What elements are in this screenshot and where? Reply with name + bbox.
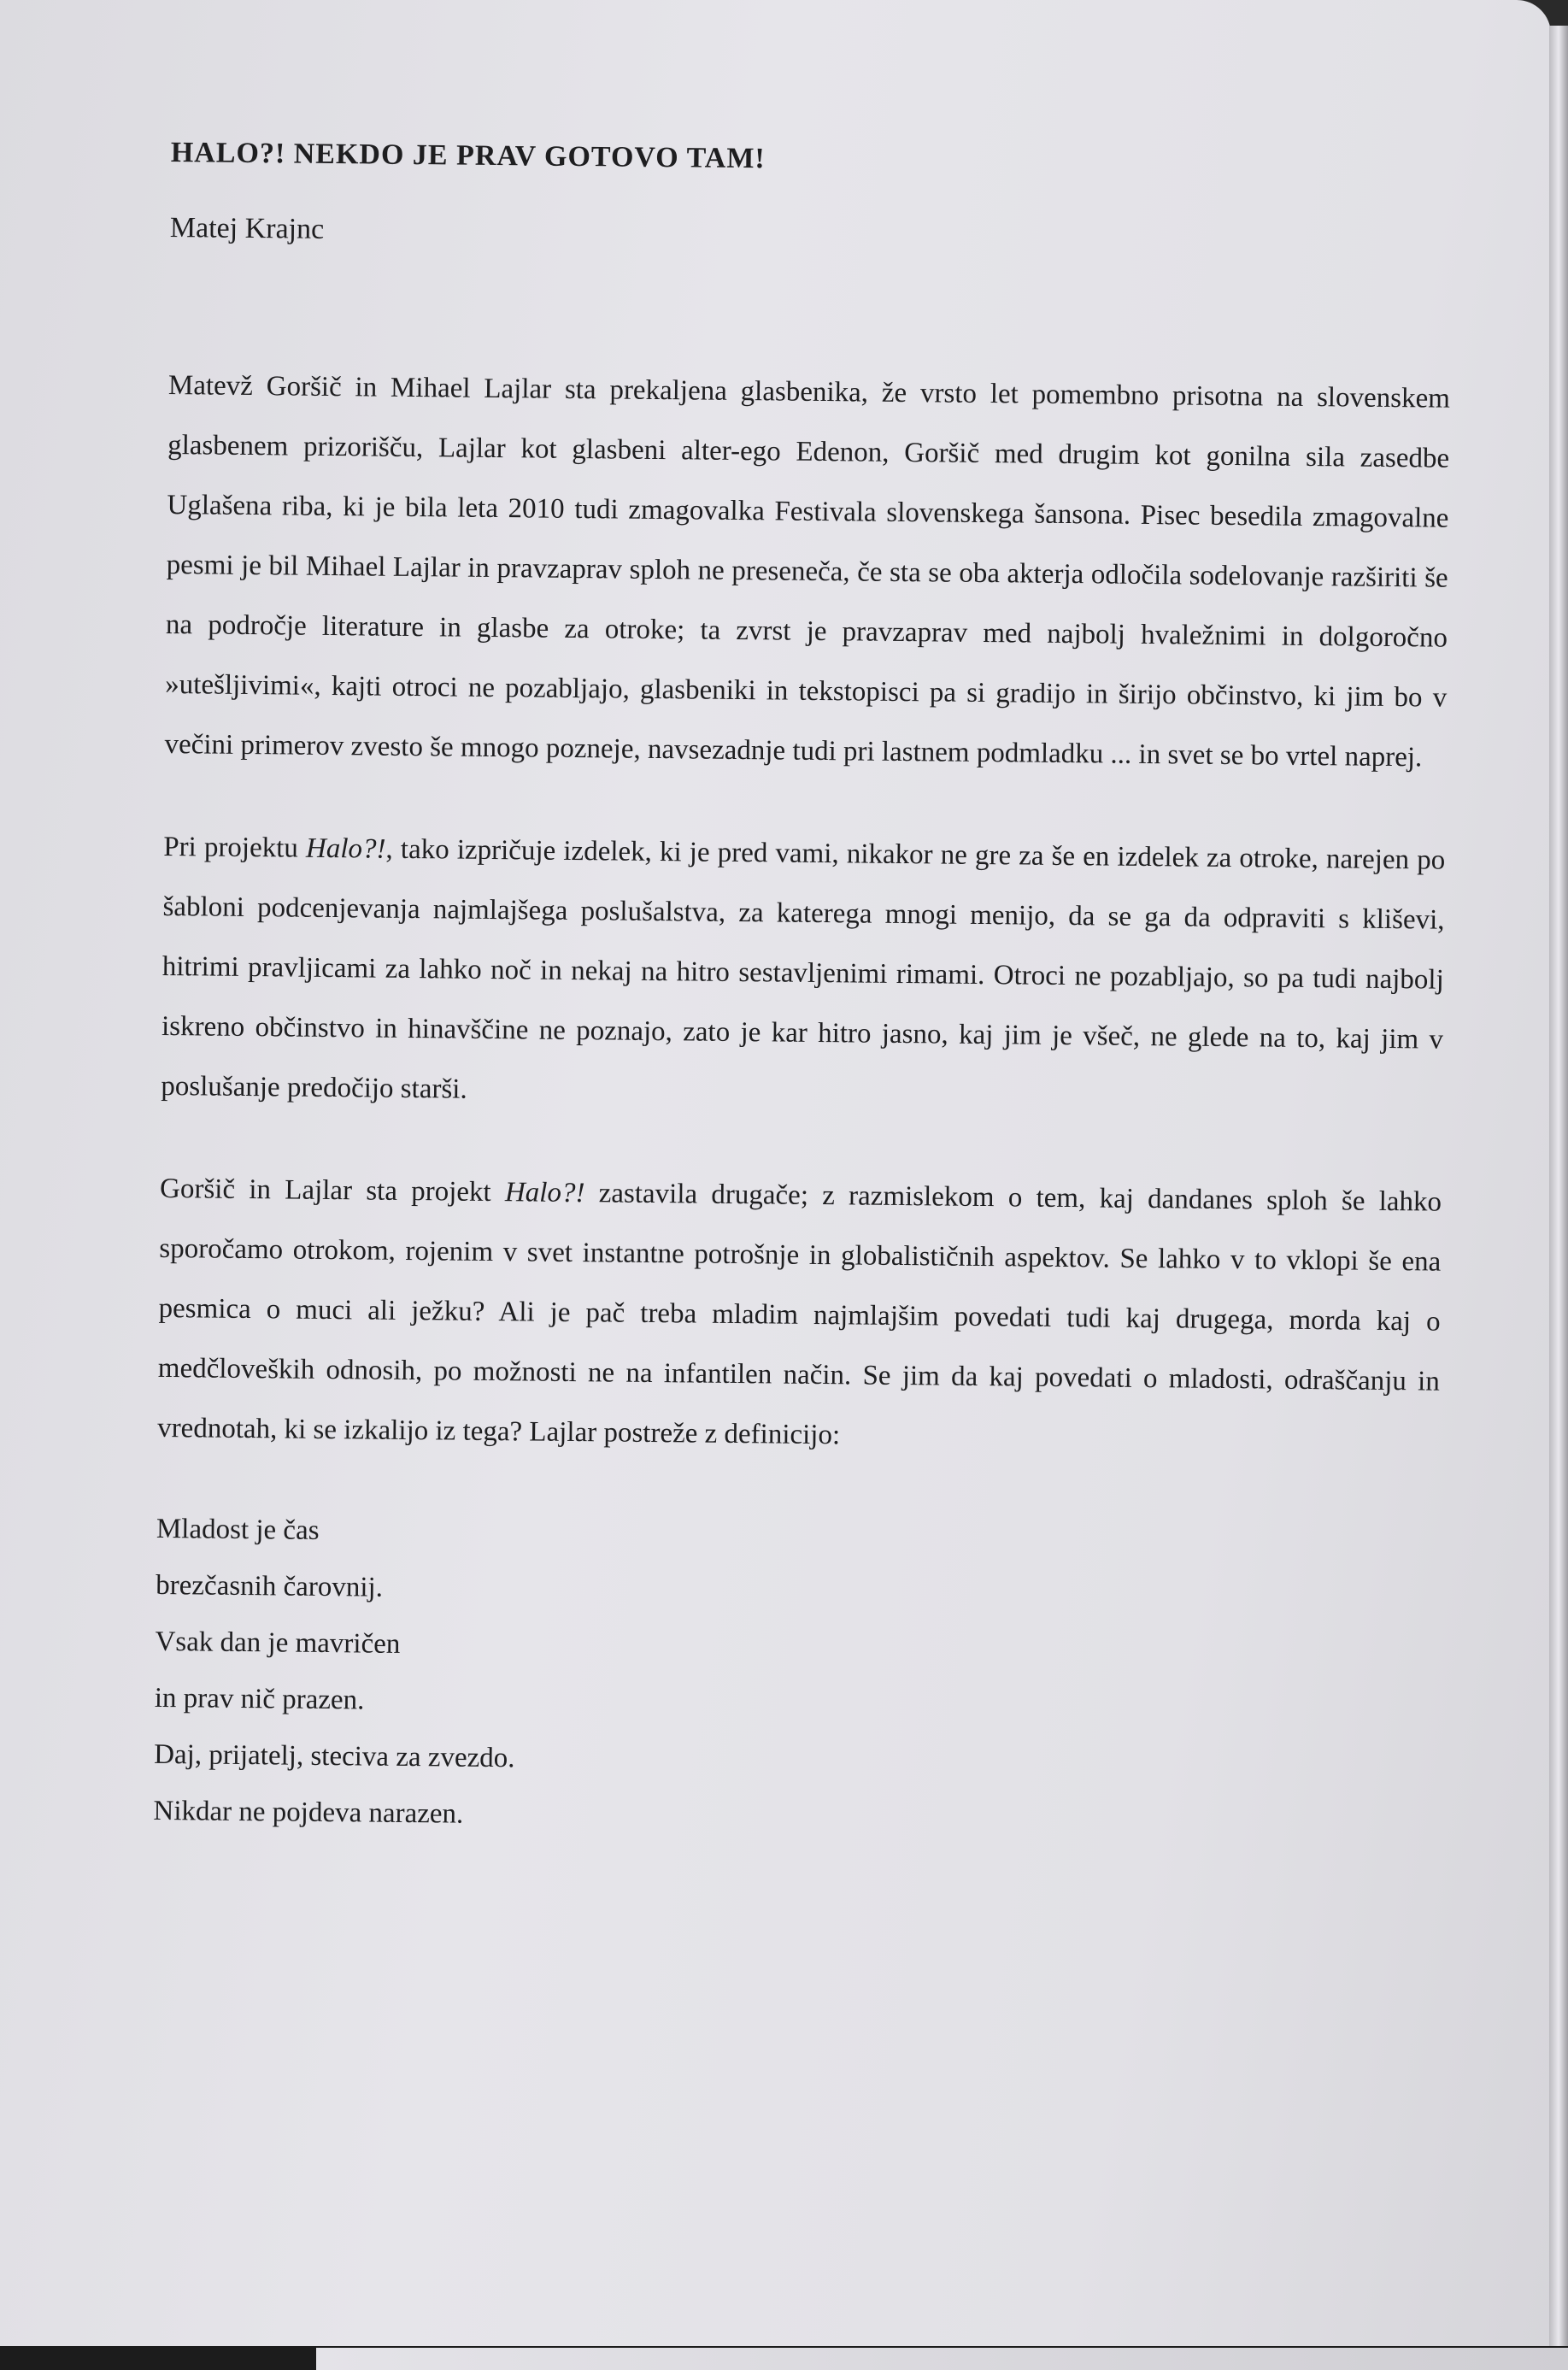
paragraph-3-text-end: zastavila drugače; z razmislekom o tem, kaj dandanes sploh še lahko sporočamo otrokom, rojenim v svet instantne potrošnje in globalističnih aspektov. Se lahko v to vklopi še ena pesmica o muci ali ježku? Ali je pač treba mladim najmlajšim povedati tudi kaj drugega, morda kaj o medčloveških odnosih, po možnosti ne na infantilen način. Se jim da kaj povedati o mladosti, odraščanju in vrednotah, ki se izkalijo iz tega? Lajlar postreže z definicijo:: [156, 1178, 1442, 1451]
paragraph-3-italic-title: Halo?!: [504, 1177, 585, 1209]
page-title: HALO?! NEKDO JE PRAV GOTOVO TAM!: [170, 137, 766, 175]
poem-excerpt: [153, 1501, 1438, 1853]
paragraph-3: [157, 1159, 1442, 1472]
paragraph-1-text: Matevž Goršič in Mihael Lajlar sta prekaljena glasbenika, že vrsto let pomembno prisotna na slovenskem glasbenem prizorišču, Lajlar kot glasbeni alter-ego Edenon, Goršič med drugim kot gonilna sila zasedbe Uglašena riba, ki je bila leta 2010 tudi zmagovalka Festivala slovenskega šansona. Pisec besedila zmagovalne pesmi je bil Mihael Lajlar in pravzaprav sploh ne preseneča, če sta se oba akterja odločila sodelovanje razširiti še na področje literature in glasbe za otroke; ta zvrst je pravzaprav med najbolj hvaležnimi in dolgoročno »utešljivimi«, kajti otroci ne pozabljajo, glasbeniki in tekstopisci pa si gradijo in širijo občinstvo, ki jim bo v večini primerov zvesto še mnogo pozneje, navsezadnje tudi pri lastnem podmladku ... in svet se bo vrtel naprej.: [164, 369, 1451, 773]
poem-line: Mladost je čas: [156, 1513, 320, 1546]
poem-line: Daj, prijatelj, steciva za zvezdo.: [153, 1738, 515, 1774]
author-name: Matej Krajnc: [169, 211, 325, 245]
next-page-edge: [316, 2348, 1568, 2370]
paragraph-2-text-start: Pri projektu: [163, 831, 307, 864]
paragraph-1: [164, 356, 1450, 788]
poem-line: Vsak dan je mavričen: [155, 1626, 401, 1660]
page-content: [153, 137, 1453, 1853]
poem-line: brezčasnih čarovnij.: [156, 1569, 384, 1603]
poem-line: in prav nič prazen.: [154, 1682, 365, 1716]
paragraph-2: [161, 817, 1446, 1130]
poem-line: Nikdar ne pojdeva narazen.: [153, 1795, 464, 1830]
paragraph-3-text-start: Goršič in Lajlar sta projekt: [159, 1173, 506, 1209]
paragraph-2-text-end: , tako izpričuje izdelek, ki je pred vami, nikakor ne gre za še en izdelek za otroke, narejen po šabloni podcenjevanja najmlajšega poslušalstva, za katerega mnogi menijo, da se ga da odpraviti s kliševi, hitrimi pravljicami za lahko noč in nekaj na hitro sestavljenimi rimami. Otroci ne pozabljajo, so pa tudi najbolj iskreno občinstvo in hinavščine ne poznajo, zato je kar hitro jasno, kaj jim je všeč, ne glede na to, kaj jim v poslušanje predočijo starši.: [161, 833, 1446, 1105]
page-edge: [1549, 26, 1568, 2370]
paragraph-2-italic-title: Halo?!: [305, 832, 386, 865]
